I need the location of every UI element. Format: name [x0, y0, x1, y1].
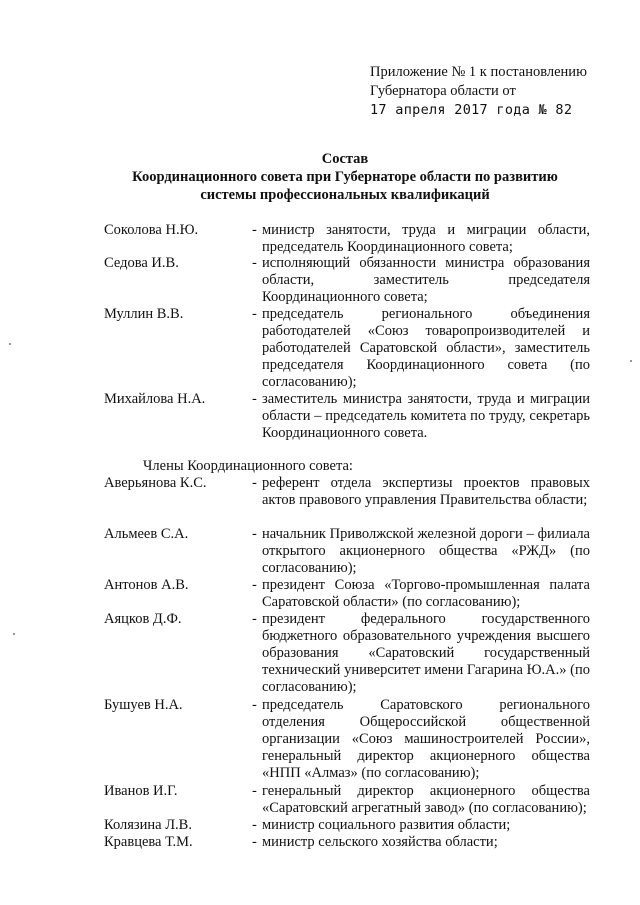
title-heading: Состав [321, 151, 369, 167]
entry-dash: - [252, 526, 257, 542]
person-name: Иванов И.Г. [104, 783, 178, 799]
person-name: Антонов А.В. [104, 577, 189, 593]
entry-dash: - [252, 611, 257, 627]
title-council-line: Координационного совета при Губернаторе области по развитию [132, 169, 558, 185]
person-name: Колязина Л.В. [104, 817, 192, 833]
person-name: Муллин В.В. [104, 306, 184, 322]
person-role: начальник Приволжской железной дороги – филиала открытого акционерного общества «РЖД» (по согласованию); [262, 526, 590, 576]
header-date-line: 17 апреля 2017 года № 82 [370, 102, 573, 118]
person-role: президент Союза «Торгово-промышленная палата Саратовской области» (по согласованию); [262, 577, 590, 610]
person-name: Альмеев С.А. [104, 526, 189, 542]
document-title [100, 150, 590, 204]
entry-dash: - [252, 783, 257, 799]
scan-speck [9, 343, 11, 345]
entry-dash: - [252, 391, 257, 407]
scan-speck [630, 360, 632, 362]
person-role: референт отдела экспертизы проектов правовых актов правового управления Правительства области; [262, 475, 590, 508]
entry-dash: - [252, 255, 257, 271]
person-name: Кравцева Т.М. [104, 834, 193, 850]
person-name: Аяцков Д.Ф. [104, 611, 182, 627]
members-heading: Члены Координационного совета: [143, 458, 353, 474]
person-role: исполняющий обязанности министра образования области, заместитель председателя Координационного совета; [262, 255, 590, 305]
person-name: Седова И.В. [104, 255, 179, 271]
entry-dash: - [252, 697, 257, 713]
person-role: генеральный директор акционерного общества «Саратовский агрегатный завод» (по согласованию); [262, 783, 590, 816]
entry-dash: - [252, 222, 257, 238]
person-name: Аверьянова К.С. [104, 475, 207, 491]
document-header [370, 63, 587, 120]
person-role: министр сельского хозяйства области; [262, 834, 498, 850]
entry-dash: - [252, 306, 257, 322]
person-role: председатель Саратовского регионального отделения Общероссийской общественной организации «Союз машиностроителей России», генеральный директор акционерного общества «НПП «Алмаз» (по согласованию); [262, 697, 590, 781]
entry-dash: - [252, 475, 257, 491]
header-governor-line: Губернатора области от [370, 83, 516, 99]
person-role: министр занятости, труда и миграции области, председатель Координационного совета; [262, 222, 590, 255]
header-appendix-line: Приложение № 1 к постановлению [370, 64, 587, 80]
entry-dash: - [252, 817, 257, 833]
person-name: Михайлова Н.А. [104, 391, 206, 407]
person-name: Бушуев Н.А. [104, 697, 183, 713]
person-role: председатель регионального объединения работодателей «Союз товаропроизводителей и работодателей Саратовской области», заместитель председателя Координационного совета (по согласованию); [262, 306, 590, 390]
entry-dash: - [252, 834, 257, 850]
person-role: заместитель министра занятости, труда и миграции области – председатель комитета по труду, секретарь Координационного совета. [262, 391, 590, 441]
entry-dash: - [252, 577, 257, 593]
person-role: президент федерального государственного бюджетного образовательного учреждения высшего образования «Саратовский государственный технический университет имени Гагарина Ю.А.» (по согласованию); [262, 611, 590, 695]
scan-speck [13, 633, 15, 635]
title-system-line: системы профессиональных квалификаций [200, 187, 490, 203]
person-role: министр социального развития области; [262, 817, 511, 833]
person-name: Соколова Н.Ю. [104, 222, 199, 238]
